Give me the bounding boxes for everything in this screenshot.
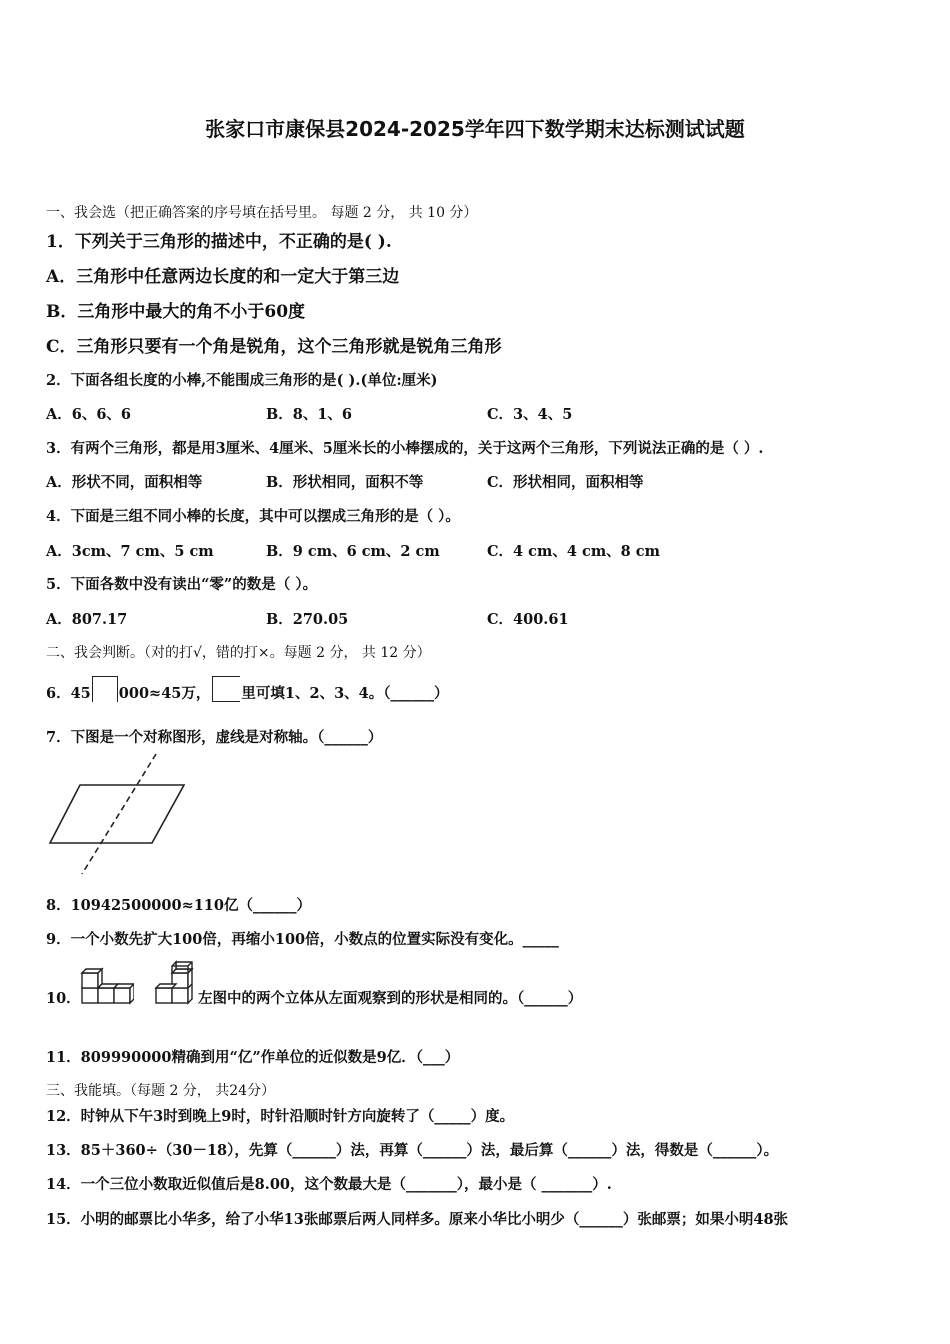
q3-option-b: B．形状相同，面积不等 — [266, 474, 424, 491]
q4-option-a: A．3cm、7 cm、5 cm — [46, 543, 214, 560]
q8-stem: 8．10942500000≈110亿（______） — [46, 897, 311, 914]
q10-stem: 左图中的两个立体从左面观察到的形状是相同的。（______） — [198, 990, 583, 1007]
q3-option-a: A．形状不同，面积相等 — [46, 474, 203, 491]
cube-figure-right — [154, 958, 200, 1006]
section-1-header: 一、我会选（把正确答案的序号填在括号里。 每题 2 分， 共 10 分） — [46, 205, 478, 221]
q1-stem: 1．下列关于三角形的描述中，不正确的是( ). — [46, 232, 392, 252]
q14-stem: 14．一个三位小数取近似值后是8.00，这个数最大是（_______），最小是（ _______）. — [46, 1176, 612, 1193]
cube-figure-left — [80, 960, 134, 1006]
q7-stem: 7．下图是一个对称图形，虚线是对称轴。（______） — [46, 729, 383, 746]
q4-option-b: B．9 cm、6 cm、2 cm — [266, 543, 440, 560]
q2-option-a: A．6、6、6 — [46, 406, 132, 423]
blank-box-icon — [212, 676, 240, 702]
q3-option-c: C．形状相同，面积相等 — [487, 474, 644, 491]
q5-option-c: C．400.61 — [487, 611, 569, 628]
q5-option-b: B．270.05 — [266, 611, 349, 628]
q1-option-b: B．三角形中最大的角不小于60度 — [46, 302, 306, 322]
q2-option-c: C．3、4、5 — [487, 406, 573, 423]
q10-number: 10． — [46, 990, 81, 1007]
q6-part-3: 里可填1、2、3、4。（______） — [241, 685, 449, 702]
q6-part-1: 6．45 — [46, 685, 91, 702]
q4-option-c: C．4 cm、4 cm、8 cm — [487, 543, 660, 560]
page-title: 张家口市康保县2024-2025学年四下数学期末达标测试试题 — [205, 117, 745, 141]
q11-stem: 11．809990000精确到用“亿”作单位的近似数是9亿．（___） — [46, 1049, 460, 1066]
q13-stem: 13．85＋360÷（30－18），先算（______）法，再算（______）法，最后算（______）法，得数是（______）。 — [46, 1142, 779, 1159]
q1-option-a: A．三角形中任意两边长度的和一定大于第三边 — [46, 267, 400, 287]
blank-box-icon — [92, 676, 118, 702]
q6-line — [46, 676, 449, 703]
q1-option-c: C．三角形只要有一个角是锐角，这个三角形就是锐角三角形 — [46, 337, 502, 357]
q6-part-2: 000≈45万， — [118, 685, 211, 702]
q4-stem: 4．下面是三组不同小棒的长度，其中可以摆成三角形的是（ ）。 — [46, 508, 460, 525]
q9-stem: 9．一个小数先扩大100倍，再缩小100倍，小数点的位置实际没有变化。_____ — [46, 931, 559, 948]
q15-stem: 15．小明的邮票比小华多，给了小华13张邮票后两人同样多。原来小华比小明少（______）张邮票；如果小明48张 — [46, 1211, 789, 1228]
section-2-header: 二、我会判断。（对的打√，错的打×。每题 2 分， 共 12 分） — [46, 645, 431, 661]
q5-option-a: A．807.17 — [46, 611, 128, 628]
q2-stem: 2．下面各组长度的小棒,不能围成三角形的是( ).(单位:厘米) — [46, 372, 438, 389]
q3-stem: 3．有两个三角形，都是用3厘米、4厘米、5厘米长的小棒摆成的，关于这两个三角形，下列说法正确的是（ ）. — [46, 440, 764, 457]
parallelogram-figure — [44, 752, 194, 878]
q12-stem: 12．时钟从下午3时到晚上9时，时针沿顺时针方向旋转了（_____）度。 — [46, 1108, 515, 1125]
q5-stem: 5．下面各数中没有读出“零”的数是（ ）。 — [46, 576, 318, 593]
section-3-header: 三、我能填。（每题 2 分， 共24分） — [46, 1083, 276, 1099]
q2-option-b: B．8、1、6 — [266, 406, 353, 423]
